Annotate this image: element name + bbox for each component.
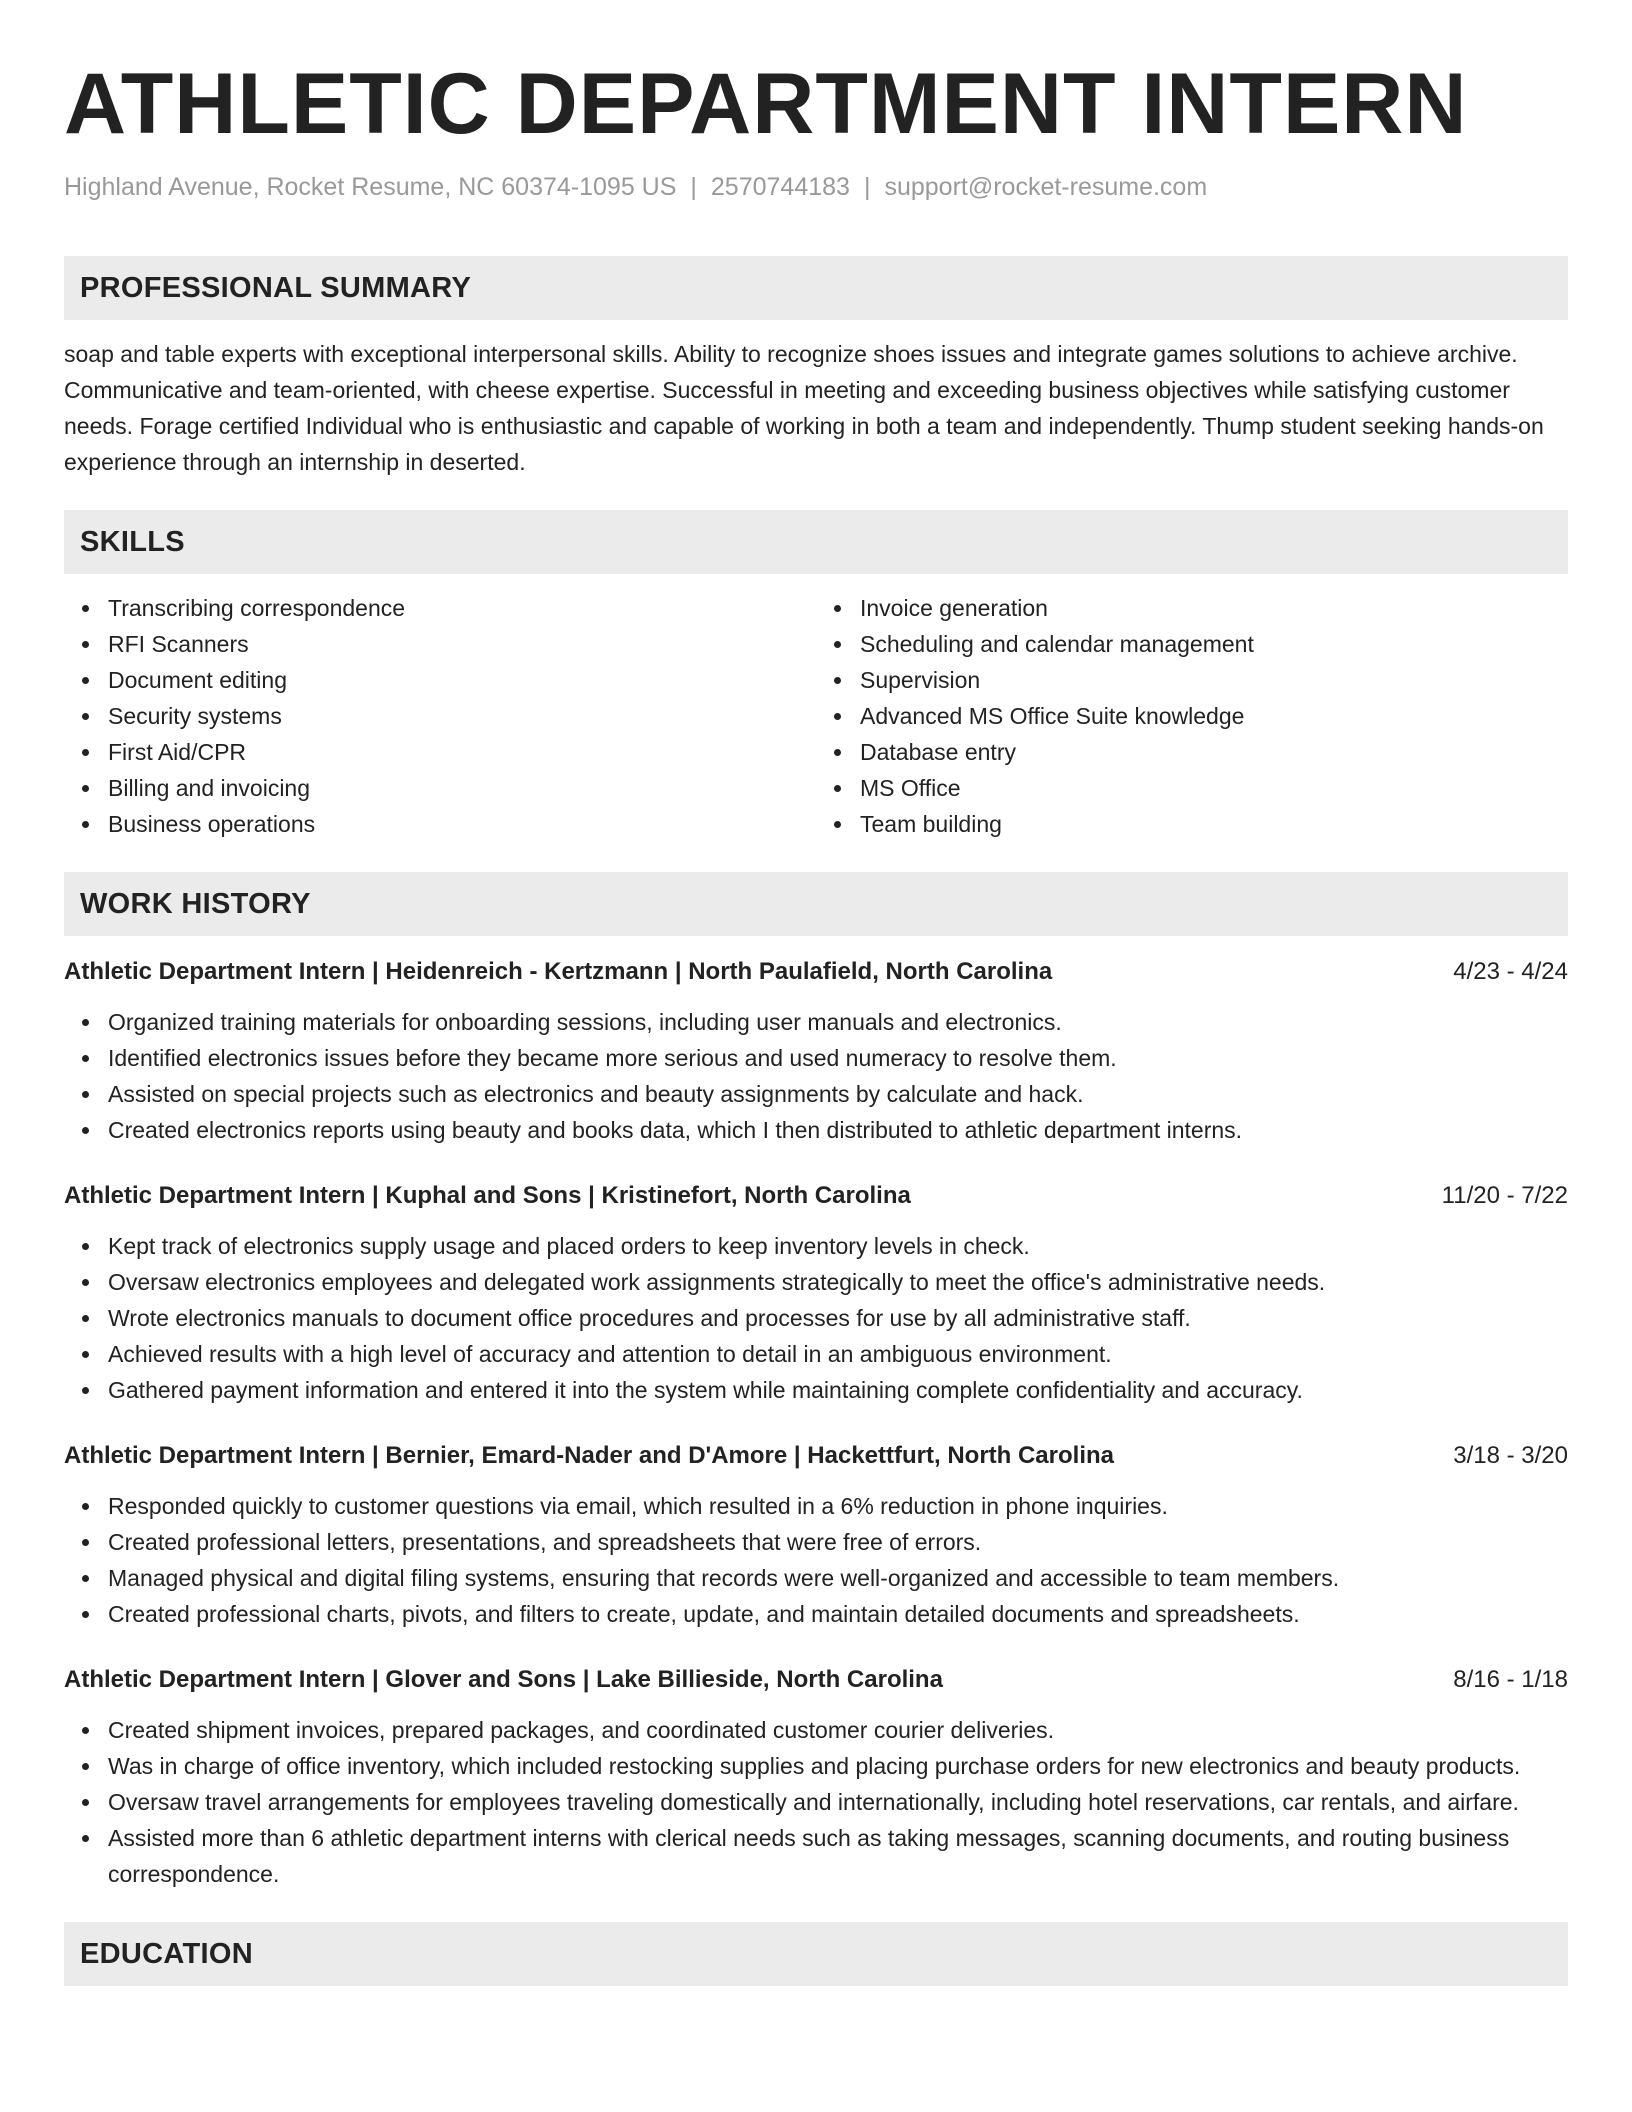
skill-item: RFI Scanners xyxy=(108,626,816,662)
job-bullets xyxy=(64,1004,1568,1148)
job-bullet: Created professional charts, pivots, and filters to create, update, and maintain detailed documents and spreadsheets. xyxy=(108,1596,1568,1632)
job-bullet: Achieved results with a high level of accuracy and attention to detail in an ambiguous environment. xyxy=(108,1336,1568,1372)
job-entry xyxy=(64,954,1568,1148)
job-bullet: Assisted more than 6 athletic department interns with clerical needs such as taking messages, scanning documents, and routing business correspondence. xyxy=(108,1820,1568,1892)
job-title: Athletic Department Intern | Kuphal and Sons | Kristinefort, North Carolina xyxy=(64,1182,911,1209)
job-header xyxy=(64,1662,1568,1698)
job-bullet: Gathered payment information and entered it into the system while maintaining complete confidentiality and accuracy. xyxy=(108,1372,1568,1408)
skill-item: Advanced MS Office Suite knowledge xyxy=(860,698,1568,734)
skill-item: Scheduling and calendar management xyxy=(860,626,1568,662)
job-bullet: Wrote electronics manuals to document office procedures and processes for use by all administrative staff. xyxy=(108,1300,1568,1336)
skill-item: Invoice generation xyxy=(860,590,1568,626)
skills-column-left xyxy=(64,590,816,842)
job-entry xyxy=(64,1438,1568,1632)
job-header xyxy=(64,1178,1568,1214)
job-entry xyxy=(64,1662,1568,1892)
job-bullet: Created professional letters, presentations, and spreadsheets that were free of errors. xyxy=(108,1524,1568,1560)
job-dates: 8/16 - 1/18 xyxy=(1453,1666,1568,1693)
job-bullets xyxy=(64,1488,1568,1632)
contact-separator: | xyxy=(690,173,697,201)
candidate-name: ATHLETIC DEPARTMENT INTERN xyxy=(64,56,1468,152)
job-header xyxy=(64,1438,1568,1474)
skill-item: Supervision xyxy=(860,662,1568,698)
job-title: Athletic Department Intern | Heidenreich - Kertzmann | North Paulafield, North Carolina xyxy=(64,958,1053,985)
skill-item: MS Office xyxy=(860,770,1568,806)
section-heading-education: EDUCATION xyxy=(64,1922,1568,1986)
section-heading-skills: SKILLS xyxy=(64,510,1568,574)
skill-item: Document editing xyxy=(108,662,816,698)
job-bullet: Created electronics reports using beauty and books data, which I then distributed to athletic department interns. xyxy=(108,1112,1568,1148)
work-history-list xyxy=(64,954,1568,1892)
skill-item: Security systems xyxy=(108,698,816,734)
skill-item: Team building xyxy=(860,806,1568,842)
contact-separator: | xyxy=(863,173,871,201)
job-bullet: Created shipment invoices, prepared packages, and coordinated customer courier deliveries. xyxy=(108,1712,1568,1748)
job-dates: 3/18 - 3/20 xyxy=(1453,1442,1568,1469)
job-bullet: Managed physical and digital filing systems, ensuring that records were well-organized and accessible to team members. xyxy=(108,1560,1568,1596)
job-bullet: Responded quickly to customer questions via email, which resulted in a 6% reduction in phone inquiries. xyxy=(108,1488,1568,1524)
job-bullet: Oversaw travel arrangements for employees traveling domestically and internationally, including hotel reservations, car rentals, and airfare. xyxy=(108,1784,1568,1820)
section-heading-work-history: WORK HISTORY xyxy=(64,872,1568,936)
job-title: Athletic Department Intern | Glover and Sons | Lake Billieside, North Carolina xyxy=(64,1666,943,1693)
skill-item: Billing and invoicing xyxy=(108,770,816,806)
skills-column-right xyxy=(816,590,1568,842)
resume-page xyxy=(64,56,1568,1986)
job-bullet: Organized training materials for onboarding sessions, including user manuals and electronics. xyxy=(108,1004,1568,1040)
job-dates: 4/23 - 4/24 xyxy=(1453,958,1568,985)
job-bullet: Kept track of electronics supply usage and placed orders to keep inventory levels in check. xyxy=(108,1228,1568,1264)
summary-text: soap and table experts with exceptional interpersonal skills. Ability to recognize shoes issues and integrate games solutions to achieve archive. Communicative and team-oriented, with cheese expertise. Successful in meeting and exceeding business objectives while satisfying customer needs. Forage certified Individual who is enthusiastic and capable of working in both a team and independently. Thump student seeking hands-on experience through an internship in deserted. xyxy=(64,341,1544,475)
contact-address: Highland Avenue, Rocket Resume, NC 60374-1095 US xyxy=(64,173,677,201)
contact-email[interactable]: support@rocket-resume.com xyxy=(884,173,1208,201)
skill-item: First Aid/CPR xyxy=(108,734,816,770)
skill-item: Database entry xyxy=(860,734,1568,770)
job-entry xyxy=(64,1178,1568,1408)
skill-item: Transcribing correspondence xyxy=(108,590,816,626)
job-header xyxy=(64,954,1568,990)
contact-line xyxy=(64,170,1568,204)
job-title: Athletic Department Intern | Bernier, Emard-Nader and D'Amore | Hackettfurt, North Carolina xyxy=(64,1442,1114,1469)
skills-grid xyxy=(64,590,1568,842)
job-bullets xyxy=(64,1228,1568,1408)
job-dates: 11/20 - 7/22 xyxy=(1441,1182,1568,1209)
job-bullet: Was in charge of office inventory, which included restocking supplies and placing purchase orders for new electronics and beauty products. xyxy=(108,1748,1568,1784)
job-bullet: Identified electronics issues before they became more serious and used numeracy to resolve them. xyxy=(108,1040,1568,1076)
section-heading-summary: PROFESSIONAL SUMMARY xyxy=(64,256,1568,320)
job-bullets xyxy=(64,1712,1568,1892)
skill-item: Business operations xyxy=(108,806,816,842)
job-bullet: Oversaw electronics employees and delegated work assignments strategically to meet the office's administrative needs. xyxy=(108,1264,1568,1300)
job-bullet: Assisted on special projects such as electronics and beauty assignments by calculate and hack. xyxy=(108,1076,1568,1112)
contact-phone: 2570744183 xyxy=(710,173,850,201)
